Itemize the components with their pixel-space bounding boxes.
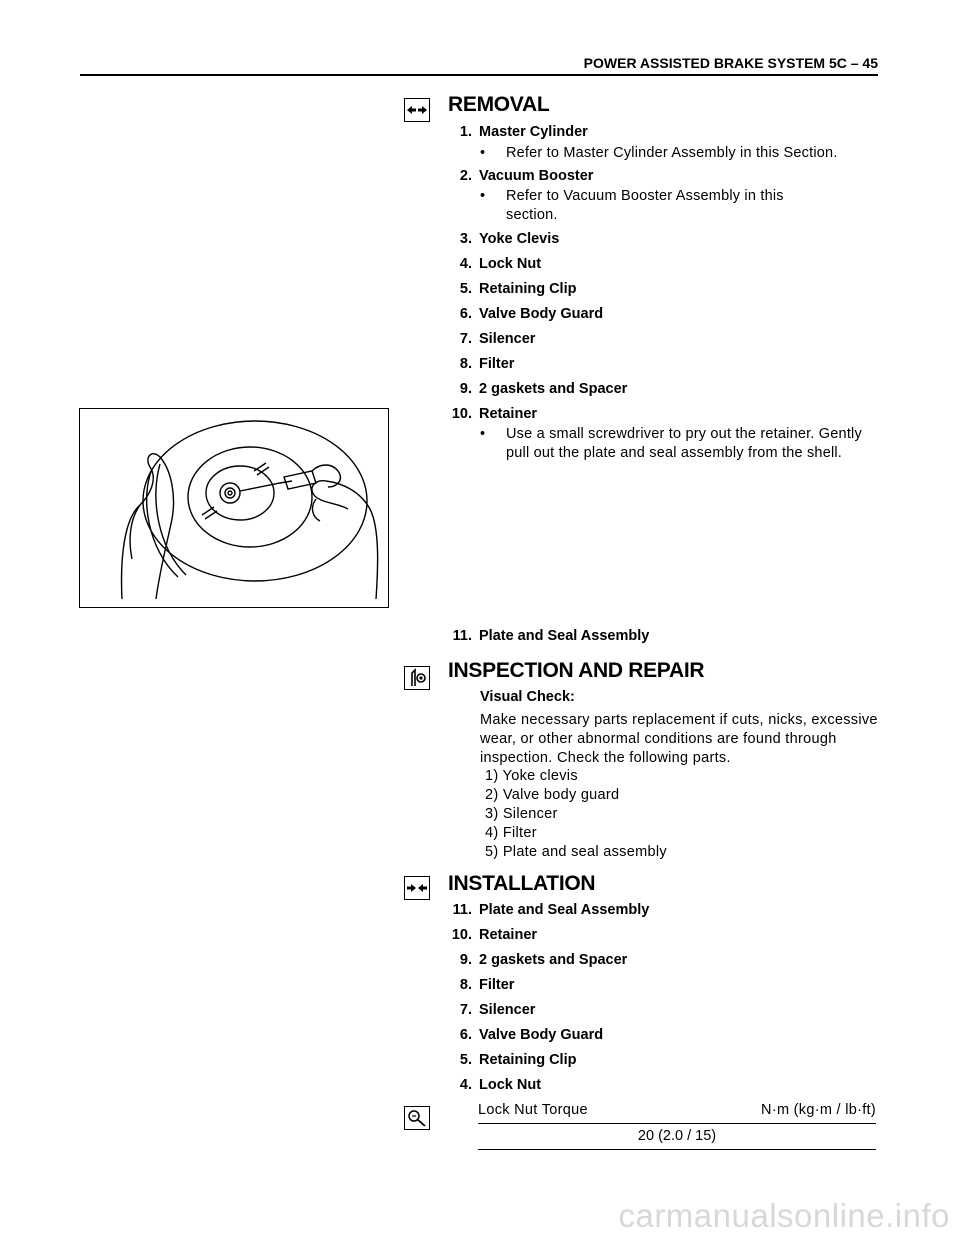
torque-unit: N·m (kg·m / lb·ft)	[761, 1102, 876, 1118]
inspection-part: 4) Filter	[485, 825, 537, 841]
inspection-part: 3) Silencer	[485, 806, 558, 822]
watermark: carmanualsonline.info	[618, 1197, 950, 1234]
page-header-title: POWER ASSISTED BRAKE SYSTEM 5C – 45	[583, 55, 878, 71]
inspection-icon	[404, 666, 430, 690]
installation-icon	[404, 876, 430, 900]
inspection-title: INSPECTION AND REPAIR	[448, 659, 705, 682]
torque-wrench-icon	[404, 1106, 430, 1130]
torque-label: Lock Nut Torque	[478, 1102, 588, 1118]
retainer-removal-illustration	[79, 408, 389, 608]
visual-check-subtitle: Visual Check:	[480, 689, 575, 705]
inspection-part: 5) Plate and seal assembly	[485, 844, 667, 860]
torque-table	[478, 1101, 876, 1150]
removal-title: REMOVAL	[448, 93, 550, 116]
inspection-part: 2) Valve body guard	[485, 787, 620, 803]
inspection-paragraph: Make necessary parts replacement if cuts, nicks, excessive wear, or other abnormal conditions are found through inspection. Check the following parts.	[480, 712, 878, 766]
page-header	[80, 52, 878, 76]
removal-icon	[404, 98, 430, 122]
installation-title: INSTALLATION	[448, 872, 596, 895]
inspection-part: 1) Yoke clevis	[485, 768, 578, 784]
torque-value: 20 (2.0 / 15)	[637, 1128, 717, 1144]
